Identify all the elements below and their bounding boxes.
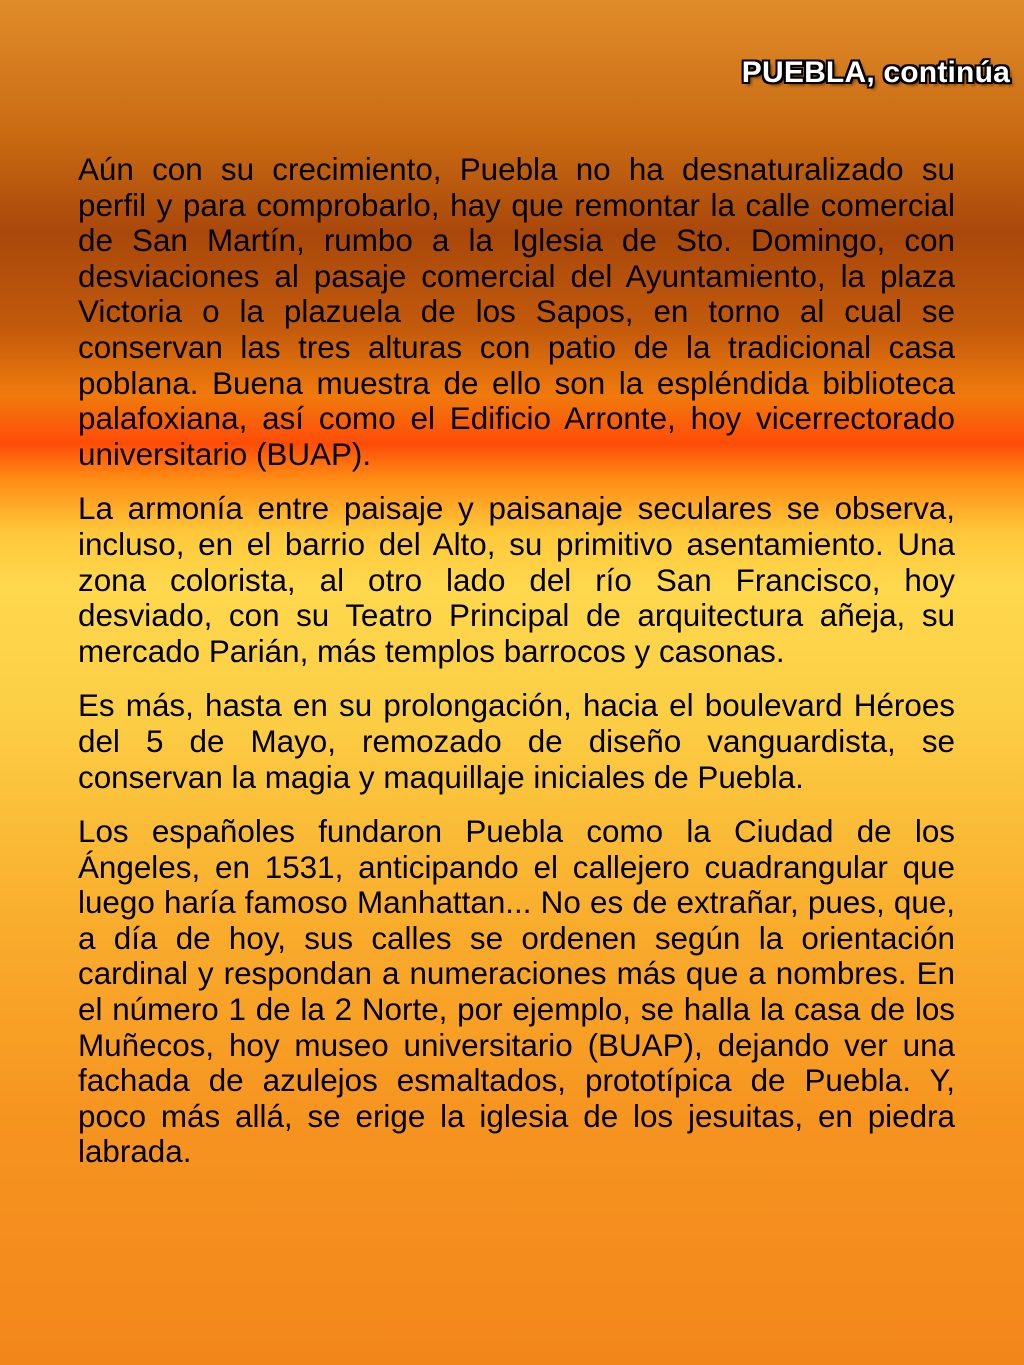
slide-body [78, 152, 955, 1189]
slide-title: PUEBLA, continúa [741, 56, 1010, 89]
paragraph-2: La armonía entre paisaje y paisanaje seculares se observa, incluso, en el barrio del Alto, su primitivo asentamiento. Una zona colorista, al otro lado del río San Francisco, hoy desviado, con su Teatro Principal de arquitectura añeja, su mercado Parián, más templos barrocos y casonas. [78, 491, 955, 669]
paragraph-3: Es más, hasta en su prolongación, hacia el boulevard Héroes del 5 de Mayo, remozado de diseño vanguardista, se conservan la magia y maquillaje iniciales de Puebla. [78, 688, 955, 795]
paragraph-4: Los españoles fundaron Puebla como la Ciudad de los Ángeles, en 1531, anticipando el callejero cuadrangular que luego haría famoso Manhattan... No es de extrañar, pues, que, a día de hoy, sus calles se ordenen según la orientación cardinal y respondan a numeraciones más que a nombres. En el número 1 de la 2 Norte, por ejemplo, se halla la casa de los Muñecos, hoy museo universitario (BUAP), dejando ver una fachada de azulejos esmaltados, prototípica de Puebla. Y, poco más allá, se erige la iglesia de los jesuitas, en piedra labrada. [78, 814, 955, 1170]
paragraph-1: Aún con su crecimiento, Puebla no ha desnaturalizado su perfil y para comprobarlo, hay que remontar la calle comercial de San Martín, rumbo a la Iglesia de Sto. Domingo, con desviaciones al pasaje comercial del Ayuntamiento, la plaza Victoria o la plazuela de los Sapos, en torno al cual se conservan las tres alturas con patio de la tradicional casa poblana. Buena muestra de ello son la espléndida biblioteca palafoxiana, así como el Edificio Arronte, hoy vicerrectorado universitario (BUAP). [78, 152, 955, 472]
